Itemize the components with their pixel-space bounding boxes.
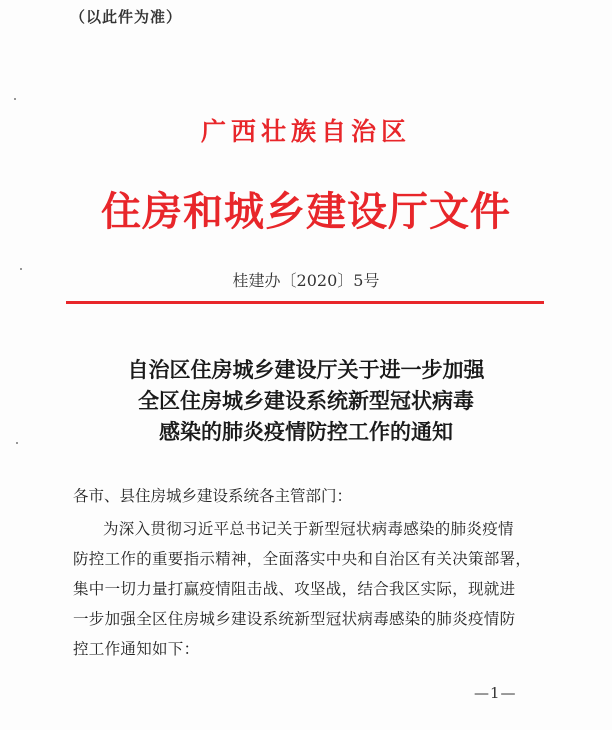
body-line: 控工作通知如下： xyxy=(73,640,200,658)
body-text xyxy=(73,514,553,664)
issuing-government: 广西壮族自治区 xyxy=(200,117,411,146)
notice-title xyxy=(0,354,612,447)
header-note: （以此件为准） xyxy=(70,8,183,26)
body-line: 防控工作的重要指示精神，全面落实中央和自治区有关决策部署， xyxy=(73,550,532,568)
notice-title-line: 自治区住房城乡建设厅关于进一步加强 xyxy=(127,357,485,382)
body-line: 为深入贯彻习近平总书记关于新型冠状病毒感染的肺炎疫情 xyxy=(103,520,514,538)
salutation: 各市、县住房城乡建设系统各主管部门： xyxy=(73,487,353,505)
scan-speck xyxy=(14,98,16,100)
department-file-title: 住房和城乡建设厅文件 xyxy=(101,188,511,235)
page-number: —1— xyxy=(474,684,517,702)
document-number: 桂建办〔2020〕5号 xyxy=(232,271,380,290)
red-divider xyxy=(66,301,544,304)
body-line: 一步加强全区住房城乡建设系统新型冠状病毒感染的肺炎疫情防 xyxy=(73,610,516,628)
body-line: 集中一切力量打赢疫情阻击战、攻坚战，结合我区实际，现就进 xyxy=(73,580,516,598)
notice-title-line: 全区住房城乡建设系统新型冠状病毒 xyxy=(138,388,474,413)
notice-title-line: 感染的肺炎疫情防控工作的通知 xyxy=(159,419,453,444)
